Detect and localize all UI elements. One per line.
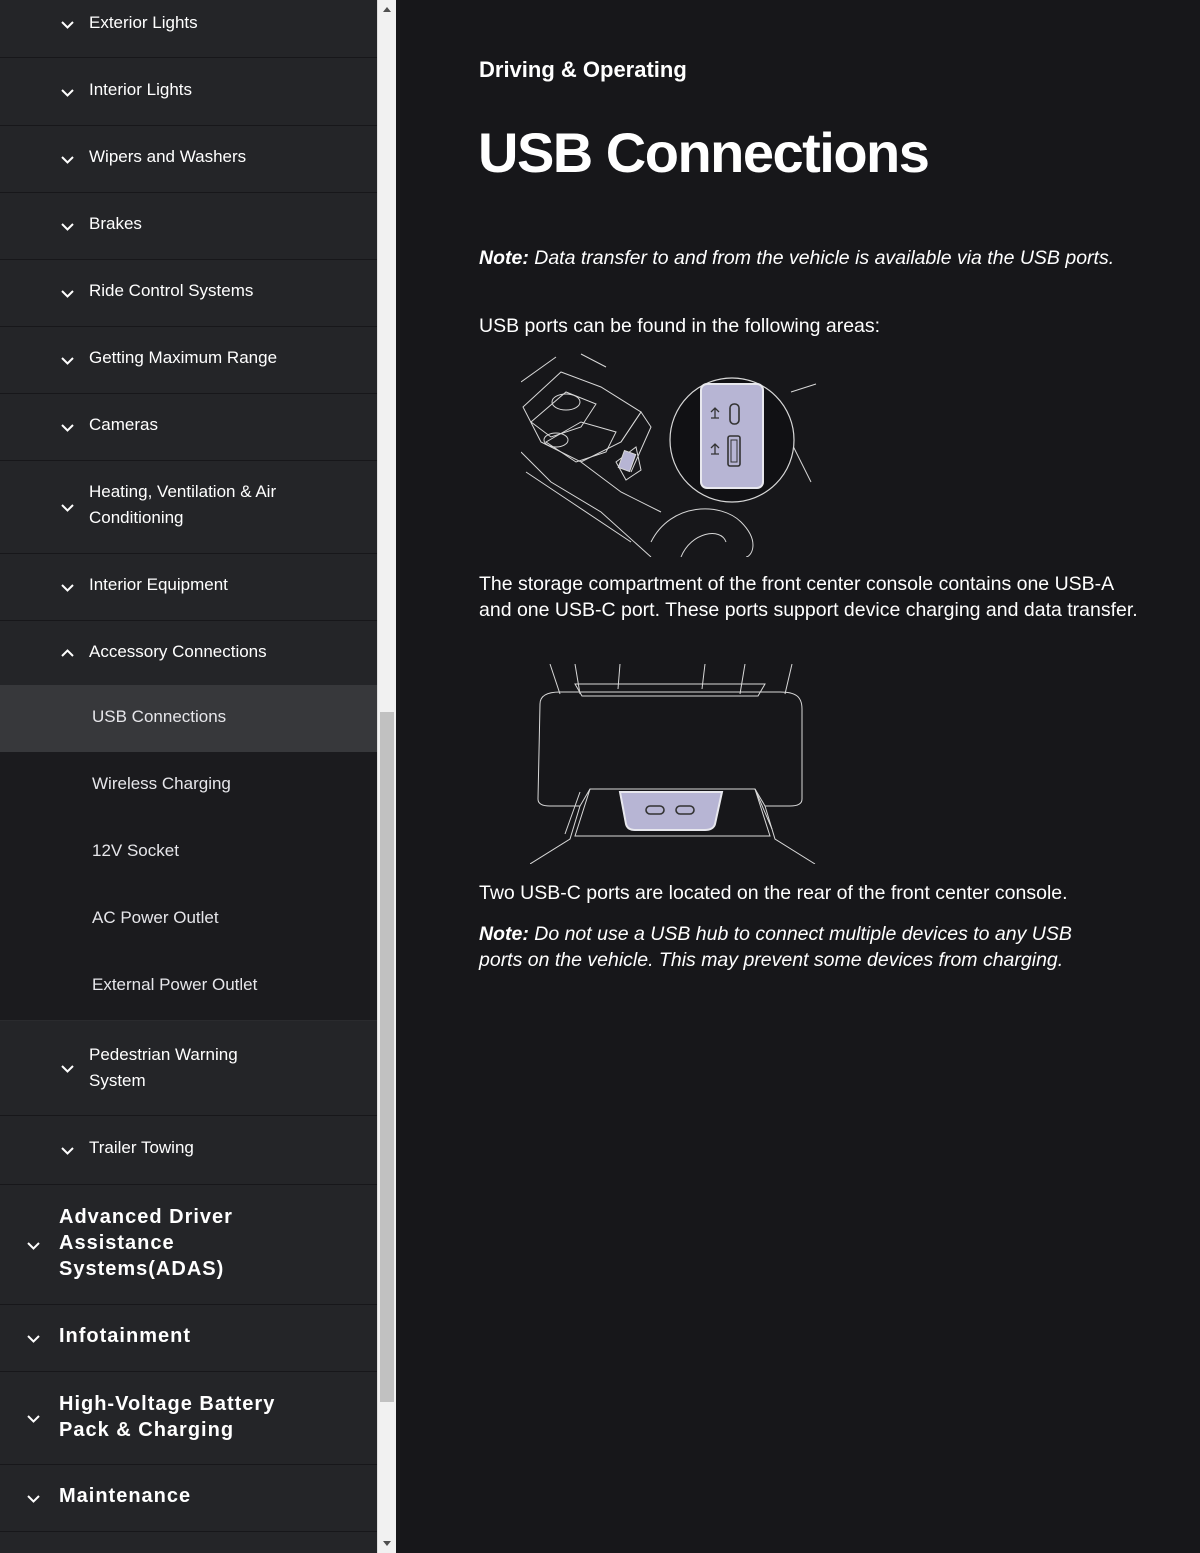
sidebar-item-accessory-connections[interactable] xyxy=(0,620,377,686)
sidebar-item-exterior-lights[interactable] xyxy=(0,0,377,58)
sidebar-item-ac-power-outlet[interactable] xyxy=(0,886,377,954)
note-usb-hub xyxy=(479,921,1119,973)
front-console-usb-illustration xyxy=(521,352,821,557)
sidebar-item-label: High-Voltage Battery Pack & Charging xyxy=(59,1393,276,1441)
sidebar-item-label: Maintenance xyxy=(59,1485,192,1507)
sidebar-nav xyxy=(0,0,377,1553)
sidebar-item-12v-socket[interactable] xyxy=(0,819,377,887)
sidebar-item-cameras[interactable] xyxy=(0,393,377,461)
sidebar-item-wireless-charging[interactable] xyxy=(0,752,377,820)
sidebar-item-wipers-washers[interactable] xyxy=(0,125,377,193)
note-data-transfer xyxy=(479,245,1139,271)
sidebar-item-interior-lights[interactable] xyxy=(0,58,377,126)
sidebar-item-maintenance[interactable] xyxy=(0,1464,377,1532)
sidebar-item-label: Exterior Lights xyxy=(89,13,198,32)
chevron-down-icon xyxy=(59,151,76,168)
sidebar-item-label: Getting Maximum Range xyxy=(89,348,278,367)
sidebar-item-label: Interior Lights xyxy=(89,80,192,99)
sidebar-item-hv-battery[interactable] xyxy=(0,1371,377,1465)
chevron-down-icon xyxy=(25,1237,42,1254)
note-text: Do not use a USB hub to connect multiple devices to any USB ports on the vehicle. This may prevent some devices from charging. xyxy=(479,923,1072,971)
sidebar-item-label: Accessory Connections xyxy=(89,642,267,661)
chevron-up-icon xyxy=(59,645,76,662)
sidebar-scrollbar[interactable] xyxy=(377,0,396,1553)
rear-console-text: Two USB-C ports are located on the rear of the front center console. xyxy=(479,882,1068,904)
sidebar-item-usb-connections[interactable] xyxy=(0,685,377,753)
sidebar-item-label: Infotainment xyxy=(59,1325,191,1347)
note-text: Data transfer to and from the vehicle is available via the USB ports. xyxy=(528,247,1115,269)
sidebar-item-label: AC Power Outlet xyxy=(92,908,219,927)
chevron-down-icon xyxy=(59,84,76,101)
sidebar-item-label: Trailer Towing xyxy=(89,1138,194,1157)
chevron-down-icon xyxy=(59,579,76,596)
sidebar-item-label: Wipers and Washers xyxy=(89,147,247,166)
chevron-down-icon xyxy=(59,419,76,436)
main-content xyxy=(396,0,1200,1553)
sidebar-item-external-power-outlet[interactable] xyxy=(0,953,377,1021)
chevron-down-icon xyxy=(59,218,76,235)
sidebar-item-label: Wireless Charging xyxy=(92,774,231,793)
sidebar-item-pedestrian-warning[interactable] xyxy=(0,1020,377,1116)
chevron-down-icon xyxy=(59,1060,76,1077)
sidebar-item-hvac[interactable] xyxy=(0,460,377,554)
sidebar-item-adas[interactable] xyxy=(0,1185,377,1305)
front-console-text: The storage compartment of the front center console contains one USB-A and one USB-C port. These ports support device charging and data transfer. xyxy=(479,573,1138,621)
sidebar-item-label: Brakes xyxy=(89,214,142,233)
sidebar-item-label: 12V Socket xyxy=(92,841,179,860)
chevron-down-icon xyxy=(25,1330,42,1347)
sidebar-item-label: Ride Control Systems xyxy=(89,281,254,300)
sidebar-item-interior-equipment[interactable] xyxy=(0,553,377,621)
sidebar-item-label: Pedestrian Warning System xyxy=(89,1045,238,1090)
sidebar-item-label: Heating, Ventilation & Air Conditioning xyxy=(89,482,277,527)
chevron-down-icon xyxy=(59,285,76,302)
chevron-down-icon xyxy=(59,16,76,33)
sidebar-item-label: External Power Outlet xyxy=(92,975,258,994)
scrollbar-thumb[interactable] xyxy=(380,712,394,1402)
chevron-down-icon xyxy=(25,1490,42,1507)
chevron-down-icon xyxy=(25,1410,42,1427)
chevron-down-icon xyxy=(59,499,76,516)
chevron-down-icon xyxy=(59,352,76,369)
sidebar-item-ride-control[interactable] xyxy=(0,259,377,327)
scroll-down-arrow-icon[interactable] xyxy=(378,1533,396,1553)
sidebar-item-label: USB Connections xyxy=(92,707,227,726)
sidebar-item-maximum-range[interactable] xyxy=(0,326,377,394)
page-title: USB Connections xyxy=(478,121,929,184)
breadcrumb[interactable]: Driving & Operating xyxy=(479,57,687,82)
sidebar-item-label: Advanced Driver Assistance Systems(ADAS) xyxy=(59,1206,233,1280)
sidebar-item-trailer-towing[interactable] xyxy=(0,1115,377,1185)
sidebar-item-brakes[interactable] xyxy=(0,192,377,260)
note-label: Note: xyxy=(479,923,529,945)
chevron-down-icon xyxy=(59,1142,76,1159)
sidebar-item-label: Interior Equipment xyxy=(89,575,228,594)
note-label: Note: xyxy=(479,247,529,269)
scroll-up-arrow-icon[interactable] xyxy=(378,0,396,20)
rear-console-usb-illustration xyxy=(530,664,820,864)
intro-text: USB ports can be found in the following areas: xyxy=(479,315,881,337)
sidebar-item-label: Cameras xyxy=(89,415,158,434)
sidebar-item-infotainment[interactable] xyxy=(0,1304,377,1372)
